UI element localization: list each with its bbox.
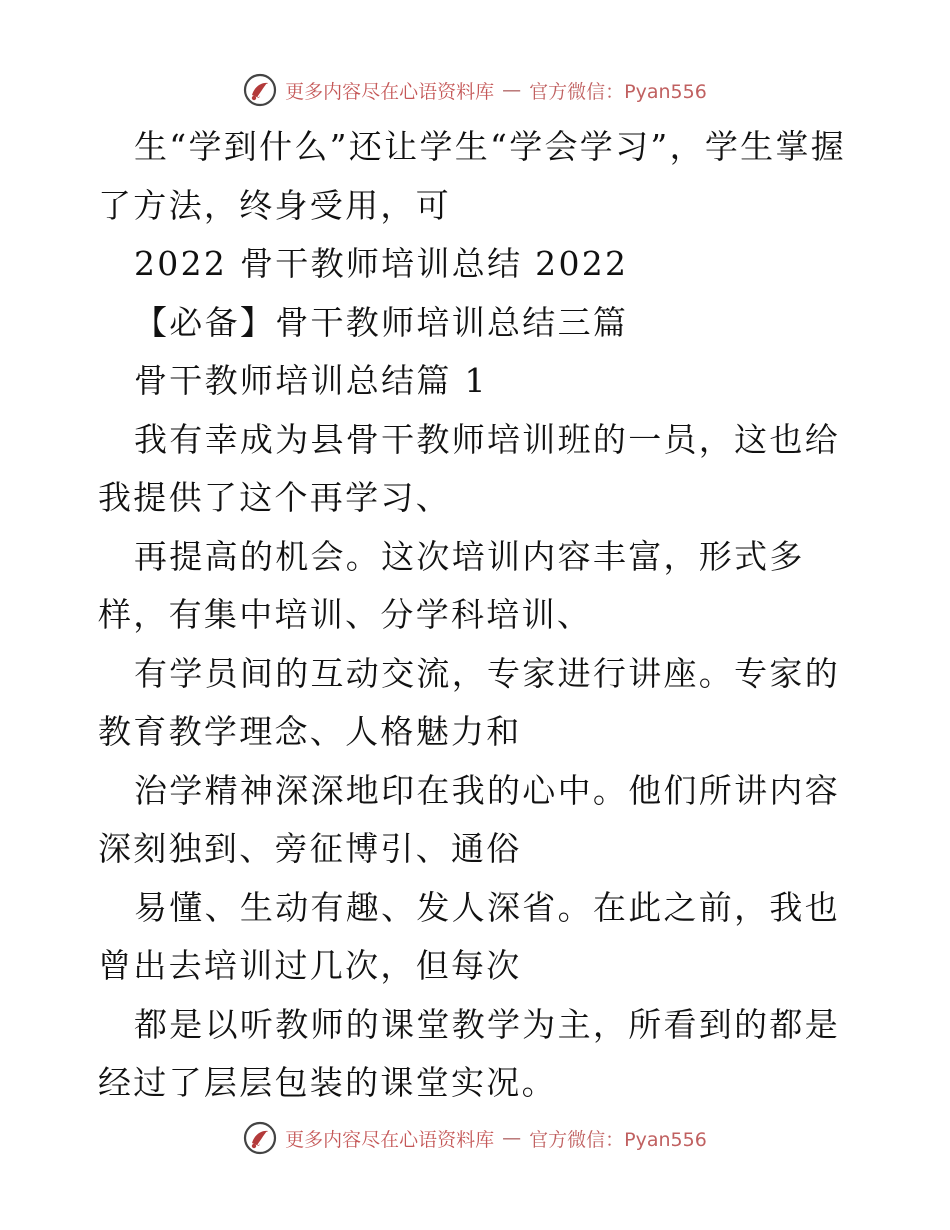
document-title: 【必备】骨干教师培训总结三篇 [134,302,629,342]
paragraph-10: 都是以听教师的课堂教学为主，所看到的都是经过了层层包装的课堂实况。 [98,1004,840,1102]
paragraph-5: 我有幸成为县骨干教师培训班的一员，这也给我提供了这个再学习、 [98,419,840,517]
paragraph-7: 有学员间的互动交流，专家进行讲座。专家的教育教学理念、人格魅力和 [98,653,840,751]
footer-wechat-text: 官方微信：Pyan556 [529,1128,707,1151]
brand-seal-icon [243,73,277,107]
document-body [98,118,858,1113]
paragraph-1: 生“学到什么”还让学生“学会学习”，学生掌握了方法，终身受用，可 [98,127,847,225]
brand-seal-icon [243,1121,277,1155]
header-wechat-text: 官方微信：Pyan556 [529,80,707,103]
footer-watermark [0,1118,950,1158]
footer-separator: — [502,1127,522,1149]
paragraph-9: 易懂、生动有趣、发人深省。在此之前，我也曾出去培训过几次，但每次 [98,887,840,985]
footer-brand-text: 更多内容尽在心语资料库 [285,1128,495,1151]
paragraph-2: 2022 骨干教师培训总结 2022 [134,244,629,283]
header-brand-text: 更多内容尽在心语资料库 [285,80,495,103]
header-watermark [0,70,950,110]
header-separator: — [502,79,522,101]
paragraph-6: 再提高的机会。这次培训内容丰富，形式多样，有集中培训、分学科培训、 [98,536,805,634]
paragraph-8: 治学精神深深地印在我的心中。他们所讲内容深刻独到、旁征博引、通俗 [98,770,840,868]
section-heading: 骨干教师培训总结篇 1 [134,361,488,400]
